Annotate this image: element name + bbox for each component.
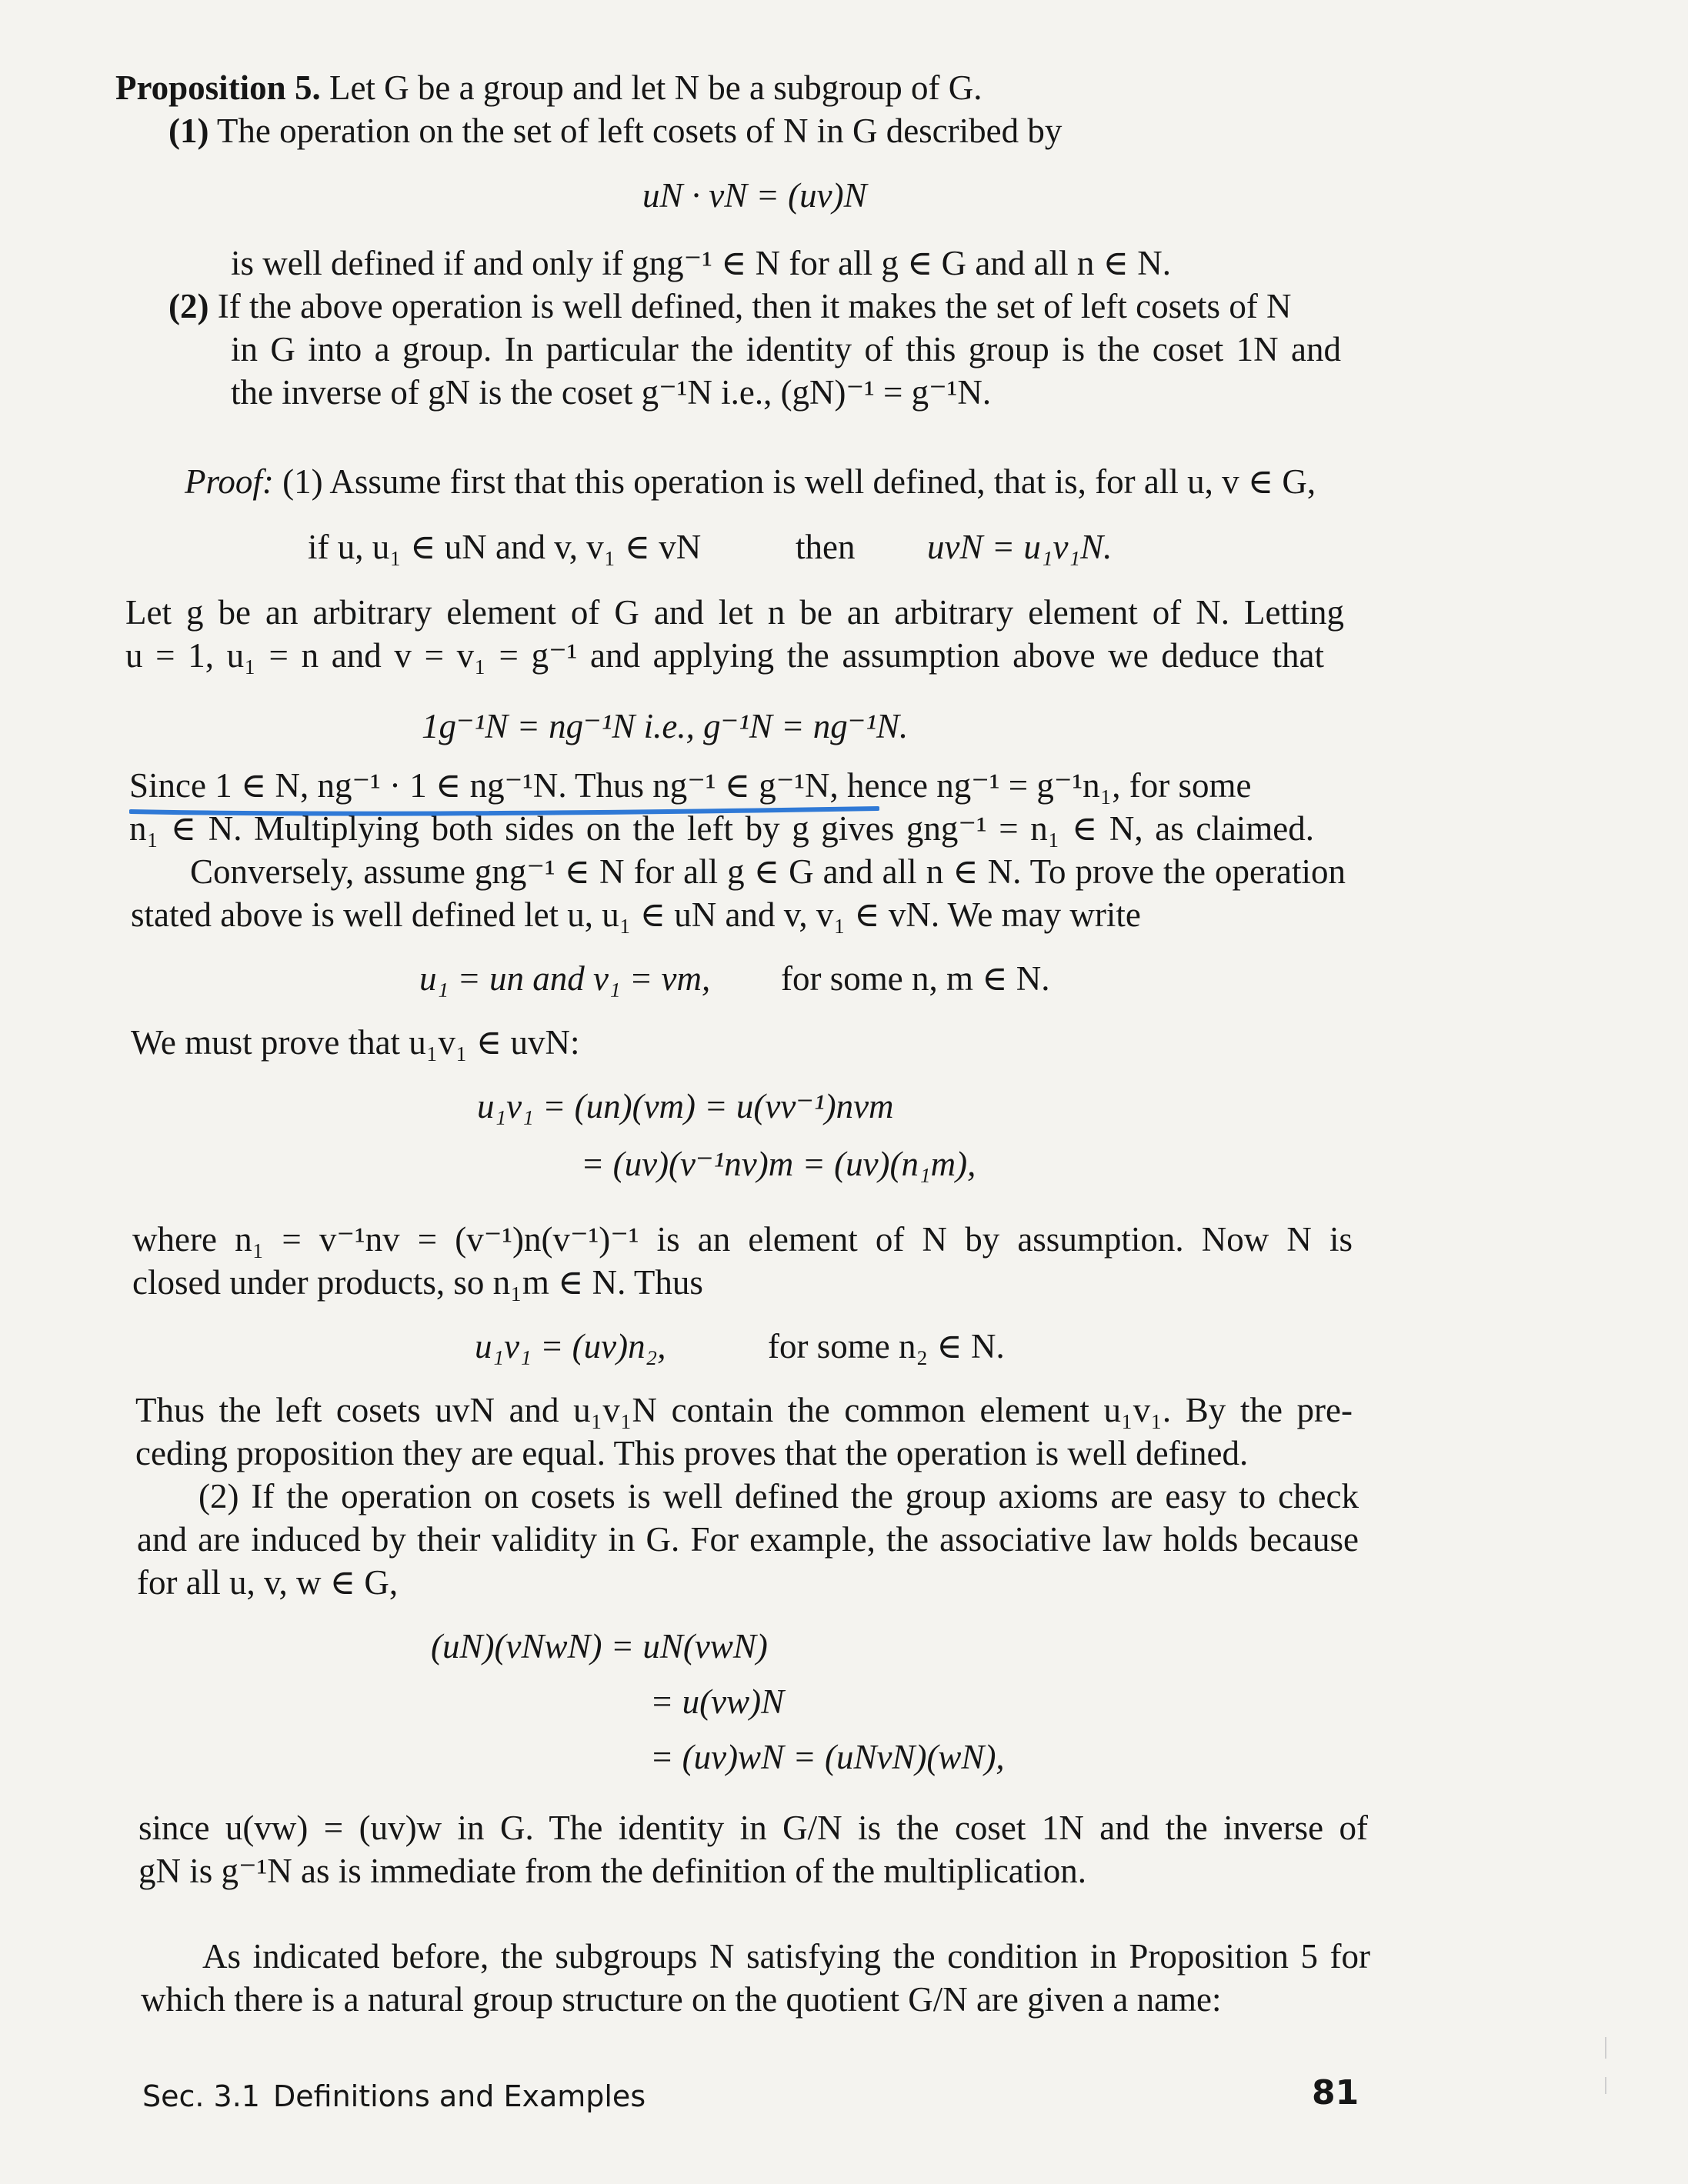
scan-mark	[1605, 2077, 1606, 2094]
scan-mark	[1605, 2037, 1606, 2059]
footer-section: Sec. 3.1	[142, 2079, 260, 2113]
proof-para-4: We must prove that u₁v₁ ∈ uvN:	[131, 1023, 580, 1062]
proof-para-7-line-1: (2) If the operation on cosets is well defined the group axioms are easy to check	[198, 1477, 1359, 1515]
product-equation-line-2: = (uv)(v⁻¹nv)m = (uv)(n₁m),	[581, 1145, 976, 1183]
final-product-right: for some n₂ ∈ N.	[768, 1327, 1005, 1365]
item-1-number: (1)	[168, 112, 209, 150]
proof-para-3-line-2: stated above is well defined let u, u₁ ∈ uN and v, v₁ ∈ vN. We may write	[131, 895, 1141, 934]
assumption-then: then	[796, 528, 856, 566]
proposition-statement: Let G be a group and let N be a subgroup of G.	[329, 68, 982, 107]
proof-para-6-line-2: ceding proposition they are equal. This proves that the operation is well defined.	[135, 1434, 1249, 1472]
item-1-line	[168, 109, 1062, 152]
proof-para-8-line-1: since u(vw) = (uv)w in G. The identity in G/N is the coset 1N and the inverse of	[138, 1809, 1368, 1847]
footer-title: Definitions and Examples	[273, 2079, 646, 2113]
final-product-left: u₁v₁ = (uv)n₂,	[475, 1327, 666, 1365]
assumption-if: if u, u₁ ∈ uN and v, v₁ ∈ vN	[308, 528, 702, 566]
proof-para-2-line-2: n₁ ∈ N. Multiplying both sides on the left by g gives gng⁻¹ = n₁ ∈ N, as claimed.	[129, 809, 1314, 848]
assumption-result: uvN = u₁v₁N.	[927, 528, 1113, 566]
assoc-equation-line-1: (uN)(vNwN) = uN(vwN)	[431, 1627, 768, 1666]
proof-para-1-line-2: u = 1, u₁ = n and v = v₁ = g⁻¹ and applying the assumption above we deduce that	[125, 636, 1324, 675]
proof-para-8-line-2: gN is g⁻¹N as is immediate from the definition of the multiplication.	[138, 1852, 1087, 1890]
closing-line-1: As indicated before, the subgroups N satisfying the condition in Proposition 5 for	[202, 1937, 1370, 1976]
coset-product-equation: uN · vN = (uv)N	[642, 176, 867, 215]
bleed-through	[1169, 77, 1177, 113]
rep-equation-right: for some n, m ∈ N.	[781, 959, 1050, 998]
underlined-phrase: Since 1 ∈ N, ng⁻¹ · 1 ∈ ng⁻¹N. Thus ng⁻¹ ∈ g⁻¹N,	[129, 766, 839, 805]
item-2-number: (2)	[168, 287, 209, 325]
proof-para-7-line-3: for all u, v, w ∈ G,	[137, 1563, 399, 1602]
item-1-text: The operation on the set of left cosets of N in G described by	[216, 112, 1063, 150]
item-2-line	[168, 285, 1292, 328]
proof-para-5-line-1: where n₁ = v⁻¹nv = (v⁻¹)n(v⁻¹)⁻¹ is an element of N by assumption. Now N is	[132, 1220, 1353, 1259]
item-2-text-3: the inverse of gN is the coset g⁻¹N i.e., (gN)⁻¹ = g⁻¹N.	[231, 373, 992, 412]
proposition-line	[115, 66, 982, 109]
item-2-text-2: in G into a group. In particular the identity of this group is the coset 1N and	[231, 330, 1341, 368]
proposition-heading: Proposition 5.	[115, 68, 321, 107]
proof-para-1-line-1: Let g be an arbitrary element of G and let n be an arbitrary element of N. Letting	[125, 593, 1344, 632]
page-number: 81	[1312, 2073, 1359, 2112]
rep-equation-left: u₁ = un and v₁ = vm,	[419, 959, 711, 998]
assoc-equation-line-3: = (uv)wN = (uNvN)(wN),	[650, 1738, 1005, 1776]
coset-equality-equation: 1g⁻¹N = ng⁻¹N i.e., g⁻¹N = ng⁻¹N.	[422, 707, 909, 745]
assoc-equation-line-2: = u(vw)N	[650, 1682, 785, 1721]
item-2-text-1: If the above operation is well defined, then it makes the set of left cosets of N	[217, 287, 1292, 325]
proof-para-5-line-2: closed under products, so n₁m ∈ N. Thus	[132, 1263, 703, 1302]
product-equation-line-1: u₁v₁ = (un)(vm) = u(vv⁻¹)nvm	[477, 1087, 894, 1125]
proof-para-2-line-1	[129, 764, 1251, 807]
proof-para-3-line-1: Conversely, assume gng⁻¹ ∈ N for all g ∈ G and all n ∈ N. To prove the operation	[190, 852, 1346, 891]
proof-line-1	[185, 460, 1316, 503]
proof-para-7-line-2: and are induced by their validity in G. For example, the associative law holds because	[137, 1520, 1359, 1559]
item-1-condition: is well defined if and only if gng⁻¹ ∈ N for all g ∈ G and all n ∈ N.	[231, 244, 1171, 282]
proof-para-6-line-1: Thus the left cosets uvN and u₁v₁N contain the common element u₁v₁. By the pre-	[135, 1391, 1353, 1429]
proof-intro: (1) Assume first that this operation is well defined, that is, for all u, v ∈ G,	[282, 462, 1316, 501]
proof-label: Proof:	[185, 462, 274, 501]
closing-line-2: which there is a natural group structure on the quotient G/N are given a name:	[141, 1980, 1222, 2019]
proof-para-2-rest: hence ng⁻¹ = g⁻¹n₁, for some	[838, 766, 1252, 805]
